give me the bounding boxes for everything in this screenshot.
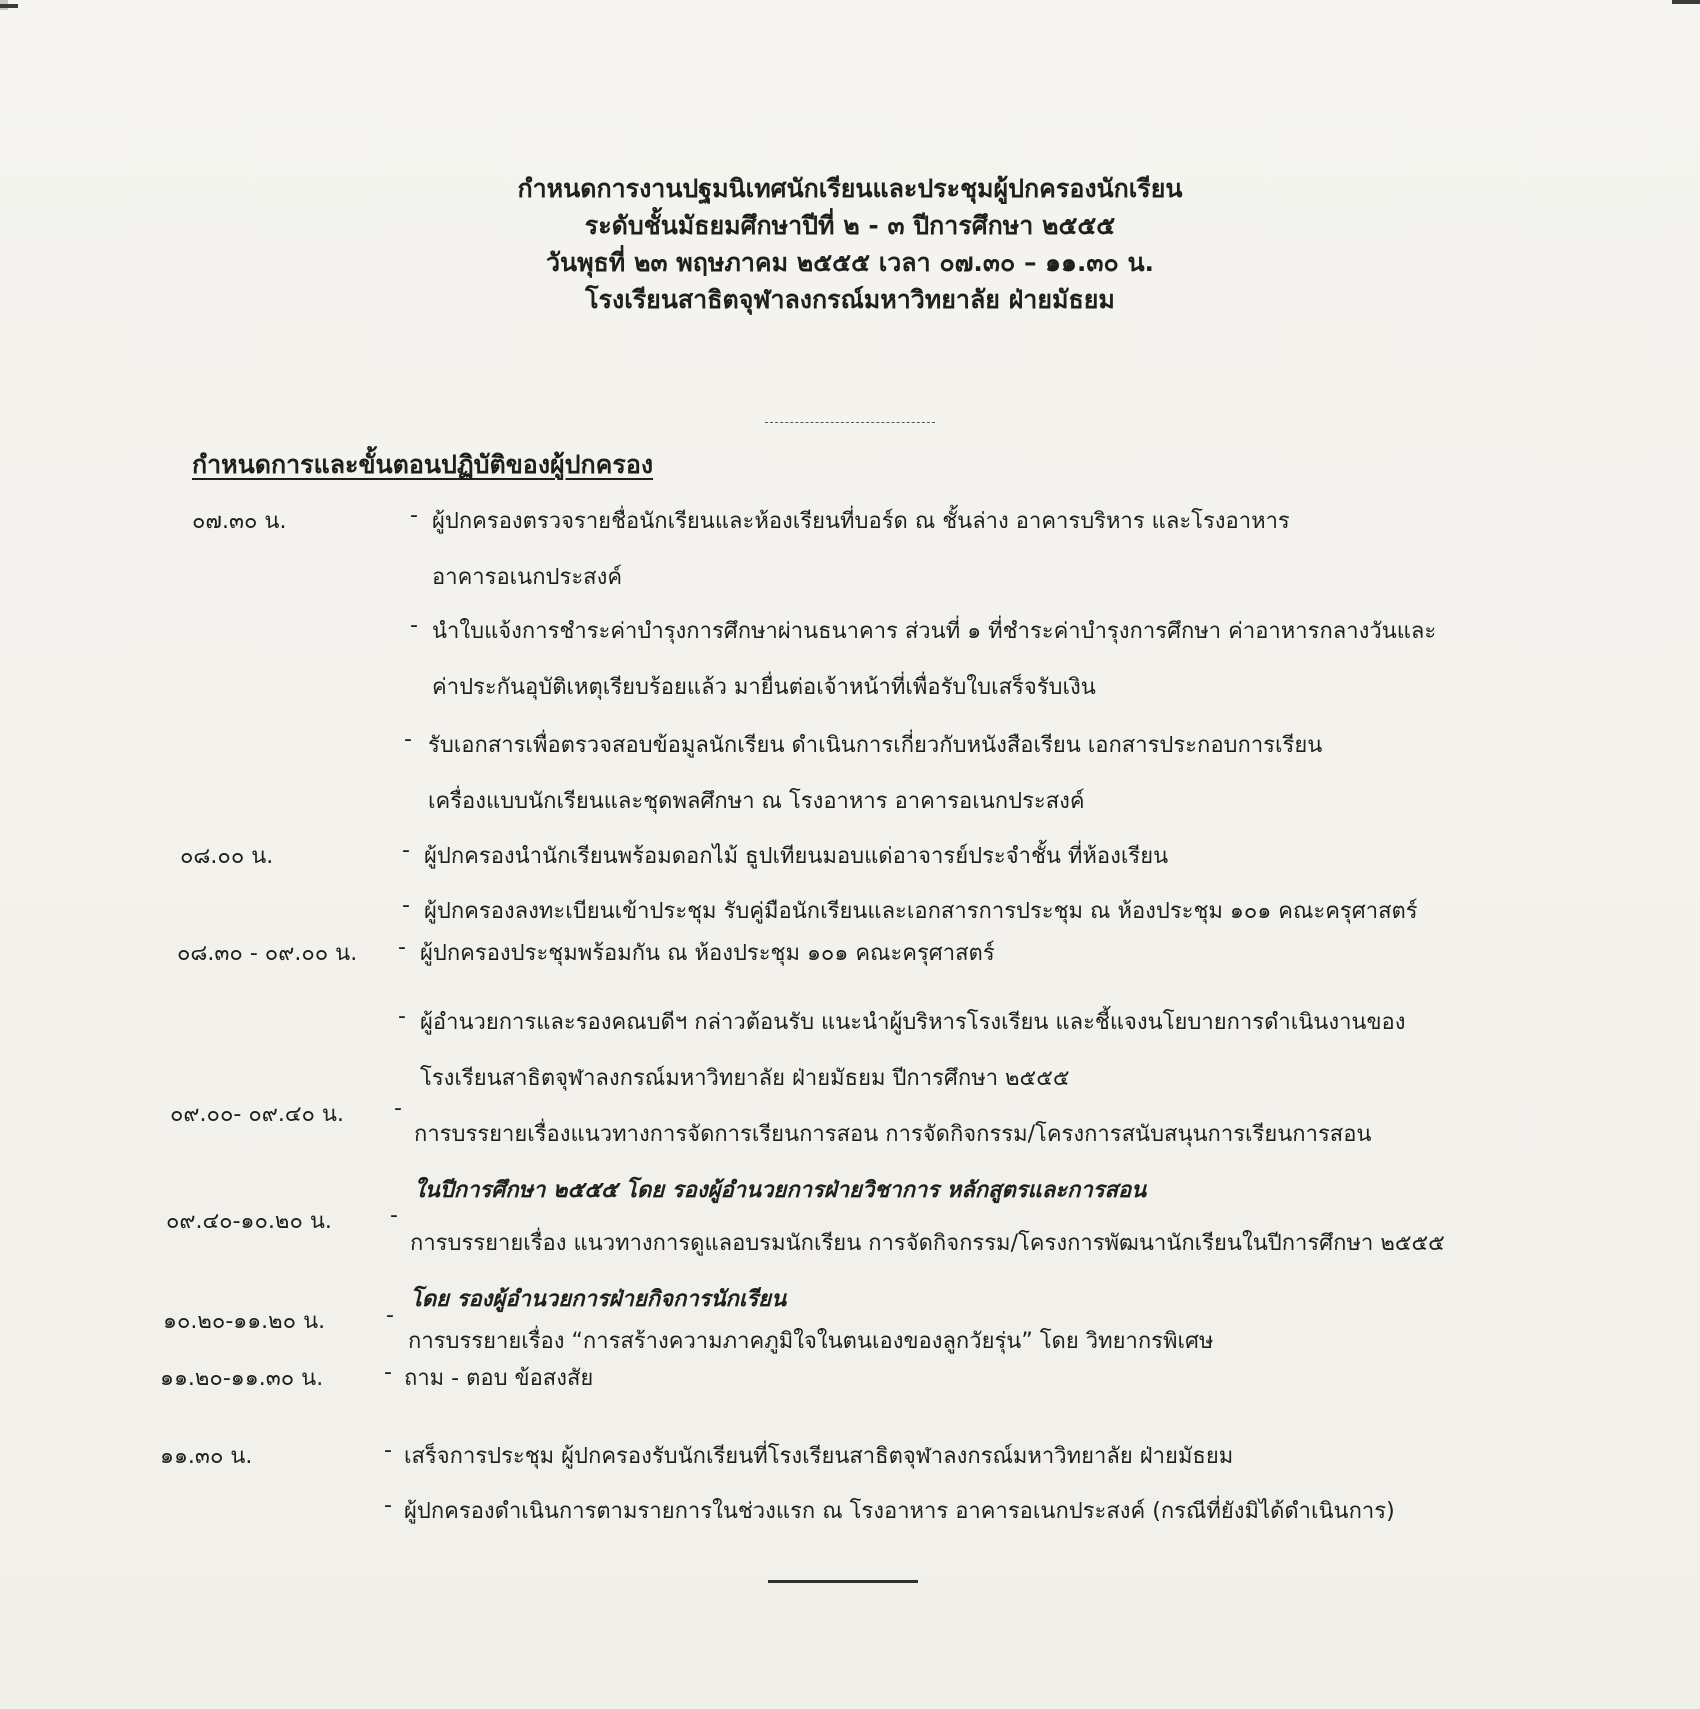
schedule-text-line-2: อาคารอเนกประสงค์ xyxy=(432,565,623,590)
schedule-text-line-1: เสร็จการประชุม ผู้ปกครองรับนักเรียนที่โรงเรียนสาธิตจุฬาลงกรณ์มหาวิทยาลัย ฝ่ายมัธยม xyxy=(404,1444,1234,1469)
bullet-dash: - xyxy=(384,1360,392,1385)
bullet-dash: - xyxy=(384,1493,392,1518)
schedule-text-line-1: การบรรยายเรื่อง “การสร้างความภาคภูมิใจในตนเองของลูกวัยรุ่น” โดย วิทยากรพิเศษ xyxy=(408,1329,1214,1354)
schedule-text-line-1: ผู้ปกครองประชุมพร้อมกัน ณ ห้องประชุม ๑๐๑ คณะครุศาสตร์ xyxy=(420,941,995,966)
schedule-time-1120-1130: ๑๑.๒๐-๑๑.๓๐ น. xyxy=(160,1366,324,1391)
bullet-dash: - xyxy=(402,893,410,918)
bottom-divider xyxy=(768,1580,918,1583)
schedule-text-line-2: โรงเรียนสาธิตจุฬาลงกรณ์มหาวิทยาลัย ฝ่ายมัธยม ปีการศึกษา ๒๕๕๕ xyxy=(420,1066,1070,1091)
schedule-text-line-1: ผู้ปกครองดำเนินการตามรายการในช่วงแรก ณ โรงอาหาร อาคารอเนกประสงค์ (กรณีที่ยังมิได้ดำเนินการ) xyxy=(404,1499,1395,1524)
schedule-text-line-1: ถาม - ตอบ ข้อสงสัย xyxy=(404,1366,594,1391)
schedule-time-0800: ๐๘.๐๐ น. xyxy=(180,844,274,869)
header-line-4: โรงเรียนสาธิตจุฬาลงกรณ์มหาวิทยาลัย ฝ่ายมัธยม xyxy=(585,285,1115,314)
schedule-text-line-1: ผู้ปกครองลงทะเบียนเข้าประชุม รับคู่มือนักเรียนและเอกสารการประชุม ณ ห้องประชุม ๑๐๑ คณะครุศาสตร์ xyxy=(424,899,1418,924)
schedule-text-line-1: การบรรยายเรื่อง แนวทางการดูแลอบรมนักเรียน การจัดกิจกรรม/โครงการพัฒนานักเรียนในปีการศึกษา ๒๕๕๕ xyxy=(410,1231,1445,1256)
bullet-dash: - xyxy=(398,935,406,960)
schedule-text-line-1: รับเอกสารเพื่อตรวจสอบข้อมูลนักเรียน ดำเนินการเกี่ยวกับหนังสือเรียน เอกสารประกอบการเรียน xyxy=(428,733,1323,758)
top-right-scan-mark xyxy=(1672,0,1700,4)
section-heading: กำหนดการและขั้นตอนปฏิบัติของผู้ปกครอง xyxy=(192,450,654,479)
header-line-2: ระดับชั้นมัธยมศึกษาปีที่ ๒ - ๓ ปีการศึกษา ๒๕๕๕ xyxy=(584,211,1116,240)
schedule-time-1130: ๑๑.๓๐ น. xyxy=(160,1444,253,1469)
schedule-time-0900-0940: ๐๙.๐๐- ๐๙.๔๐ น. xyxy=(170,1102,344,1127)
schedule-text-line-1: นำใบแจ้งการชำระค่าบำรุงการศึกษาผ่านธนาคาร ส่วนที่ ๑ ที่ชำระค่าบำรุงการศึกษา ค่าอาหารกลางวันและ xyxy=(432,619,1437,644)
schedule-text-line-1: ผู้ปกครองตรวจรายชื่อนักเรียนและห้องเรียนที่บอร์ด ณ ชั้นล่าง อาคารบริหาร และโรงอาหาร xyxy=(432,509,1290,534)
bullet-dash: - xyxy=(404,727,412,752)
document-header xyxy=(0,170,1700,318)
schedule-time-0730: ๐๗.๓๐ น. xyxy=(192,509,287,534)
schedule-time-0940-1020: ๐๙.๔๐-๑๐.๒๐ น. xyxy=(166,1209,332,1234)
schedule-text-line-1: การบรรยายเรื่องแนวทางการจัดการเรียนการสอน การจัดกิจกรรม/โครงการสนับสนุนการเรียนการสอน xyxy=(414,1122,1372,1147)
bullet-dash: - xyxy=(386,1303,394,1328)
schedule-text-line-2: โดย รองผู้อำนวยการฝ่ายกิจการนักเรียน xyxy=(410,1287,787,1312)
corner-scan-artifact xyxy=(0,0,8,10)
schedule-text-line-2: ค่าประกันอุบัติเหตุเรียบร้อยแล้ว มายื่นต่อเจ้าหน้าที่เพื่อรับใบเสร็จรับเงิน xyxy=(432,675,1096,700)
bullet-dash: - xyxy=(410,503,418,528)
header-divider xyxy=(765,422,935,423)
schedule-time-0830-0900: ๐๘.๓๐ - ๐๙.๐๐ น. xyxy=(177,941,358,966)
schedule-text-line-1: ผู้ปกครองนำนักเรียนพร้อมดอกไม้ ธูปเทียนมอบแด่อาจารย์ประจำชั้น ที่ห้องเรียน xyxy=(424,844,1169,869)
schedule-text-line-2: ในปีการศึกษา ๒๕๕๕ โดย รองผู้อำนวยการฝ่ายวิชาการ หลักสูตรและการสอน xyxy=(414,1178,1147,1203)
bullet-dash: - xyxy=(394,1096,402,1121)
bullet-dash: - xyxy=(402,838,410,863)
schedule-text-line-1: ผู้อำนวยการและรองคณบดีฯ กล่าวต้อนรับ แนะนำผู้บริหารโรงเรียน และชี้แจงนโยบายการดำเนินงานของ xyxy=(420,1010,1406,1035)
schedule-time-1020-1120: ๑๐.๒๐-๑๑.๒๐ น. xyxy=(163,1309,326,1334)
bullet-dash: - xyxy=(398,1004,406,1029)
schedule-text-line-2: เครื่องแบบนักเรียนและชุดพลศึกษา ณ โรงอาหาร อาคารอเนกประสงค์ xyxy=(428,789,1085,814)
header-line-1: กำหนดการงานปฐมนิเทศนักเรียนและประชุมผู้ปกครองนักเรียน xyxy=(517,174,1183,203)
bullet-dash: - xyxy=(384,1438,392,1463)
header-line-3: วันพุธที่ ๒๓ พฤษภาคม ๒๕๕๕ เวลา ๐๗.๓๐ – ๑๑.๓๐ น. xyxy=(545,248,1155,277)
bullet-dash: - xyxy=(410,613,418,638)
bullet-dash: - xyxy=(390,1203,398,1228)
